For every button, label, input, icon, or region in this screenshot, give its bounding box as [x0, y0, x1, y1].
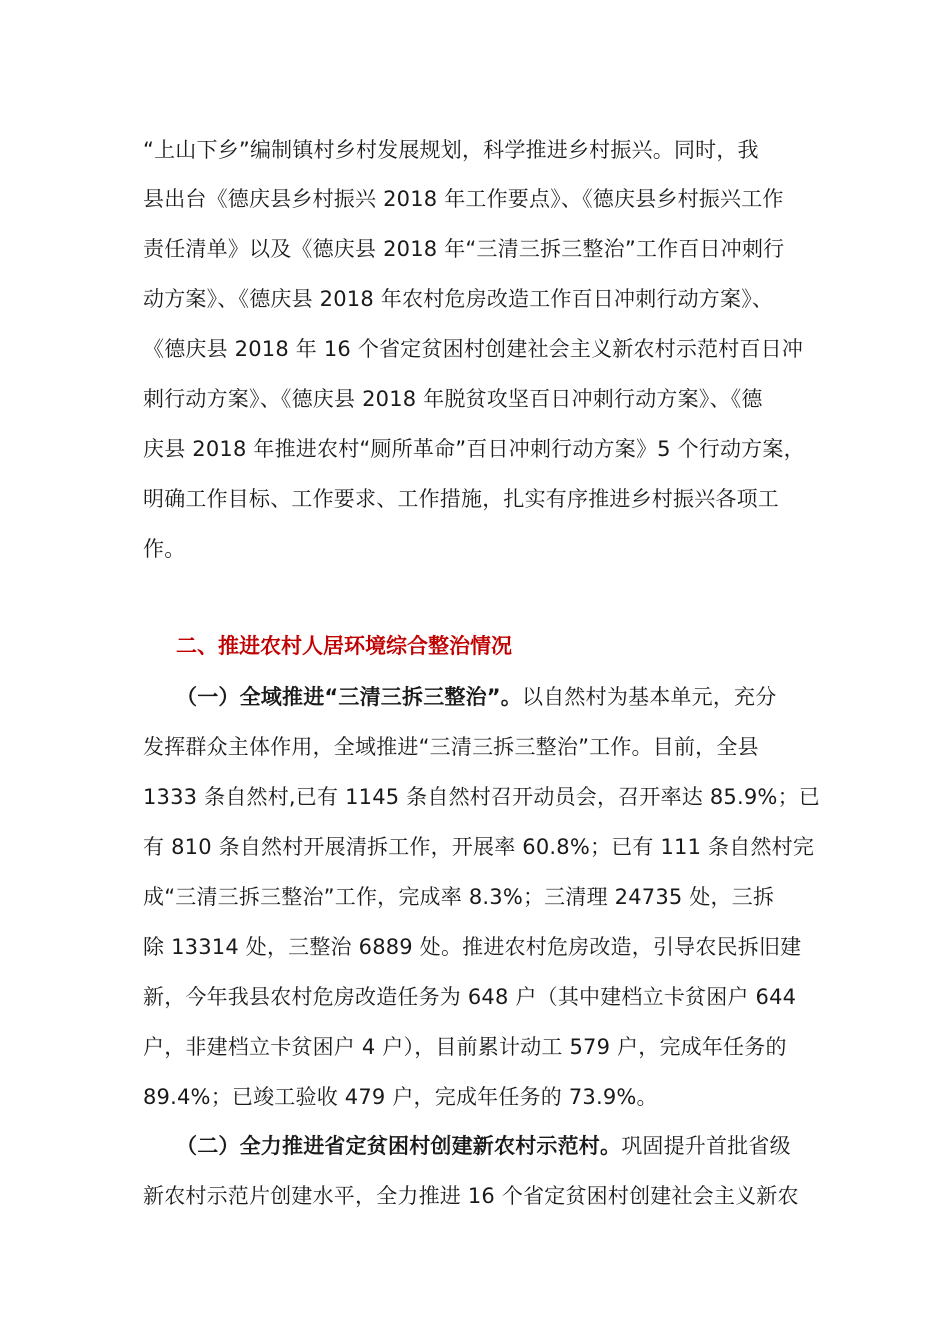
body-text-line: 新，今年我县农村危房改造任务为 648 户（其中建档立卡贫困户 644 — [143, 985, 797, 1009]
body-text-line: 除 13314 处，三整治 6889 处。推进农村危房改造，引导农民拆旧建 — [143, 935, 802, 959]
body-text-line: 庆县 2018 年推进农村“厕所革命”百日冲刺行动方案》5 个行动方案， — [143, 437, 805, 461]
body-text-line: 刺行动方案》、《德庆县 2018 年脱贫攻坚百日冲刺行动方案》、《德 — [143, 387, 763, 411]
paragraph-lead-bold: （二）全力推进省定贫困村创建新农村示范村。 — [176, 1134, 622, 1158]
body-text-line: 县出台《德庆县乡村振兴 2018 年工作要点》、《德庆县乡村振兴工作 — [143, 187, 784, 211]
paragraph-lead-line — [176, 682, 776, 712]
body-text-line: 1333 条自然村,已有 1145 条自然村召开动员会，召开率达 85.9%；已 — [143, 785, 820, 809]
body-text-line: 户，非建档立卡贫困户 4 户），目前累计动工 579 户，完成年任务的 — [143, 1035, 787, 1059]
body-text-line: 成“三清三拆三整治”工作，完成率 8.3%；三清理 24735 处，三拆 — [143, 885, 775, 909]
section-heading: 二、推进农村人居环境综合整治情况 — [176, 634, 512, 658]
paragraph-lead-bold: （一）全域推进“三清三拆三整治”。 — [176, 685, 523, 709]
body-text-line: 动方案》、《德庆县 2018 年农村危房改造工作百日冲刺行动方案》、 — [143, 287, 774, 311]
body-text-line: 新农村示范片创建水平，全力推进 16 个省定贫困村创建社会主义新农 — [143, 1184, 799, 1208]
paragraph-lead-rest: 巩固提升首批省级 — [621, 1134, 791, 1158]
paragraph-lead-line — [176, 1131, 791, 1161]
paragraph-lead-rest: 以自然村为基本单元，充分 — [522, 685, 777, 709]
body-text-line: 发挥群众主体作用，全域推进“三清三拆三整治”工作。目前，全县 — [143, 735, 759, 759]
body-text-line: 有 810 条自然村开展清拆工作，开展率 60.8%；已有 111 条自然村完 — [143, 835, 815, 859]
body-text-line: “上山下乡”编制镇村乡村发展规划，科学推进乡村振兴。同时，我 — [143, 138, 759, 162]
body-text-line: 89.4%；已竣工验收 479 户，完成年任务的 73.9%。 — [143, 1085, 658, 1109]
body-text-line: 责任清单》以及《德庆县 2018 年“三清三拆三整治”工作百日冲刺行 — [143, 237, 785, 261]
body-text-line: 《德庆县 2018 年 16 个省定贫困村创建社会主义新农村示范村百日冲 — [143, 337, 804, 361]
body-text-line: 明确工作目标、工作要求、工作措施，扎实有序推进乡村振兴各项工 — [143, 487, 779, 511]
body-text-line: 作。 — [143, 537, 186, 561]
